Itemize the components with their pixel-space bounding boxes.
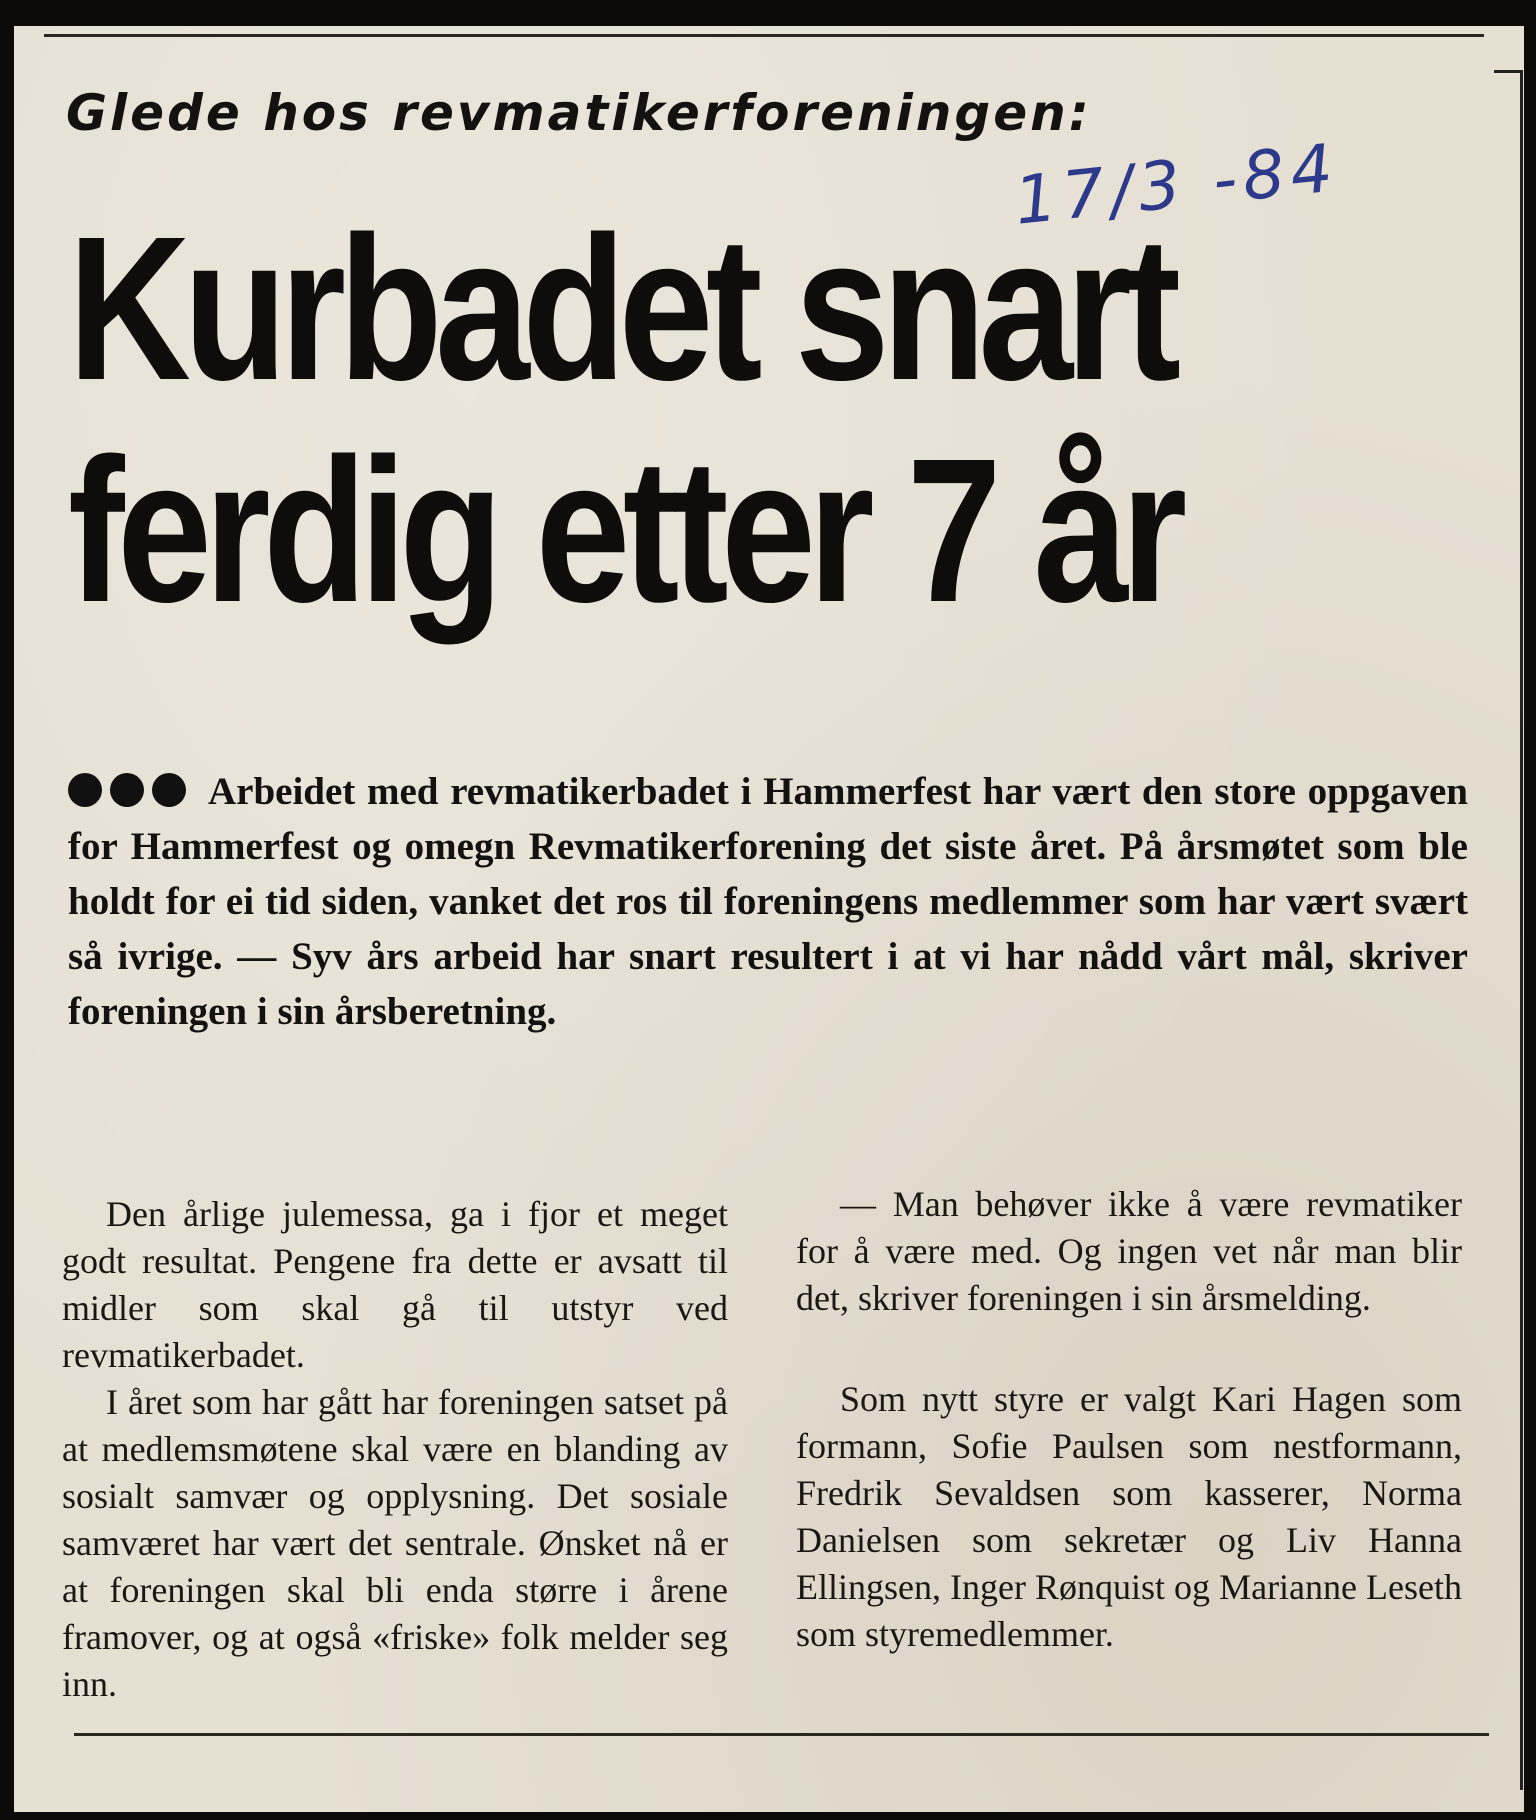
headline-line-2: ferdig etter 7 år bbox=[68, 416, 1180, 645]
top-rule bbox=[44, 34, 1484, 37]
handwritten-date: 17/3 -84 bbox=[1010, 129, 1343, 240]
frame-corner bbox=[1494, 70, 1520, 73]
bullet-dots-icon bbox=[68, 764, 194, 819]
body-column-right bbox=[796, 1181, 1462, 1658]
kicker: Glede hos revmatikerforeningen: bbox=[66, 84, 1092, 142]
body-paragraph: I året som har gått har foreningen satset på at medlemsmøtene skal være en blanding av sosialt samvær og opplysning. Det sosiale samværet har vært det sentrale. Ønsket nå er at foreningen skal bli enda større i årene framover, og at også «friske» folk melder seg inn. bbox=[62, 1382, 728, 1704]
bottom-rule bbox=[74, 1733, 1489, 1736]
body-paragraph: Den årlige julemessa, ga i fjor et meget godt resultat. Pengene fra dette er avsatt til midler som skal gå til utstyr ved revmatikerbadet. bbox=[62, 1194, 728, 1375]
frame-right-rule bbox=[1520, 70, 1523, 1790]
intro-paragraph bbox=[68, 764, 1468, 1039]
body-paragraph: — Man behøver ikke å være revmatiker for å være med. Og ingen vet når man blir det, skriver foreningen i sin årsmelding. bbox=[796, 1184, 1462, 1318]
body-column-left bbox=[62, 1191, 728, 1708]
headline-line-1: Kurbadet snart bbox=[68, 194, 1174, 423]
body-paragraph: Som nytt styre er valgt Kari Hagen som formann, Sofie Paulsen som nestformann, Fredrik Sevaldsen som kasserer, Norma Danielsen som sekretær og Liv Hanna Ellingsen, Inger Rønquist og Marianne Leseth som styremedlemmer. bbox=[796, 1379, 1462, 1654]
newspaper-clipping bbox=[14, 26, 1524, 1812]
intro-text: Arbeidet med revmatikerbadet i Hammerfest har vært den store oppgaven for Hammerfest og omegn Revmatikerforening det siste året. På årsmøtet som ble holdt for ei tid siden, vanket det ros til foreningens medlemmer som har vært svært så ivrige. — Syv års arbeid har snart resultert i at vi har nådd vårt mål, skriver foreningen i sin årsberetning. bbox=[68, 770, 1468, 1033]
